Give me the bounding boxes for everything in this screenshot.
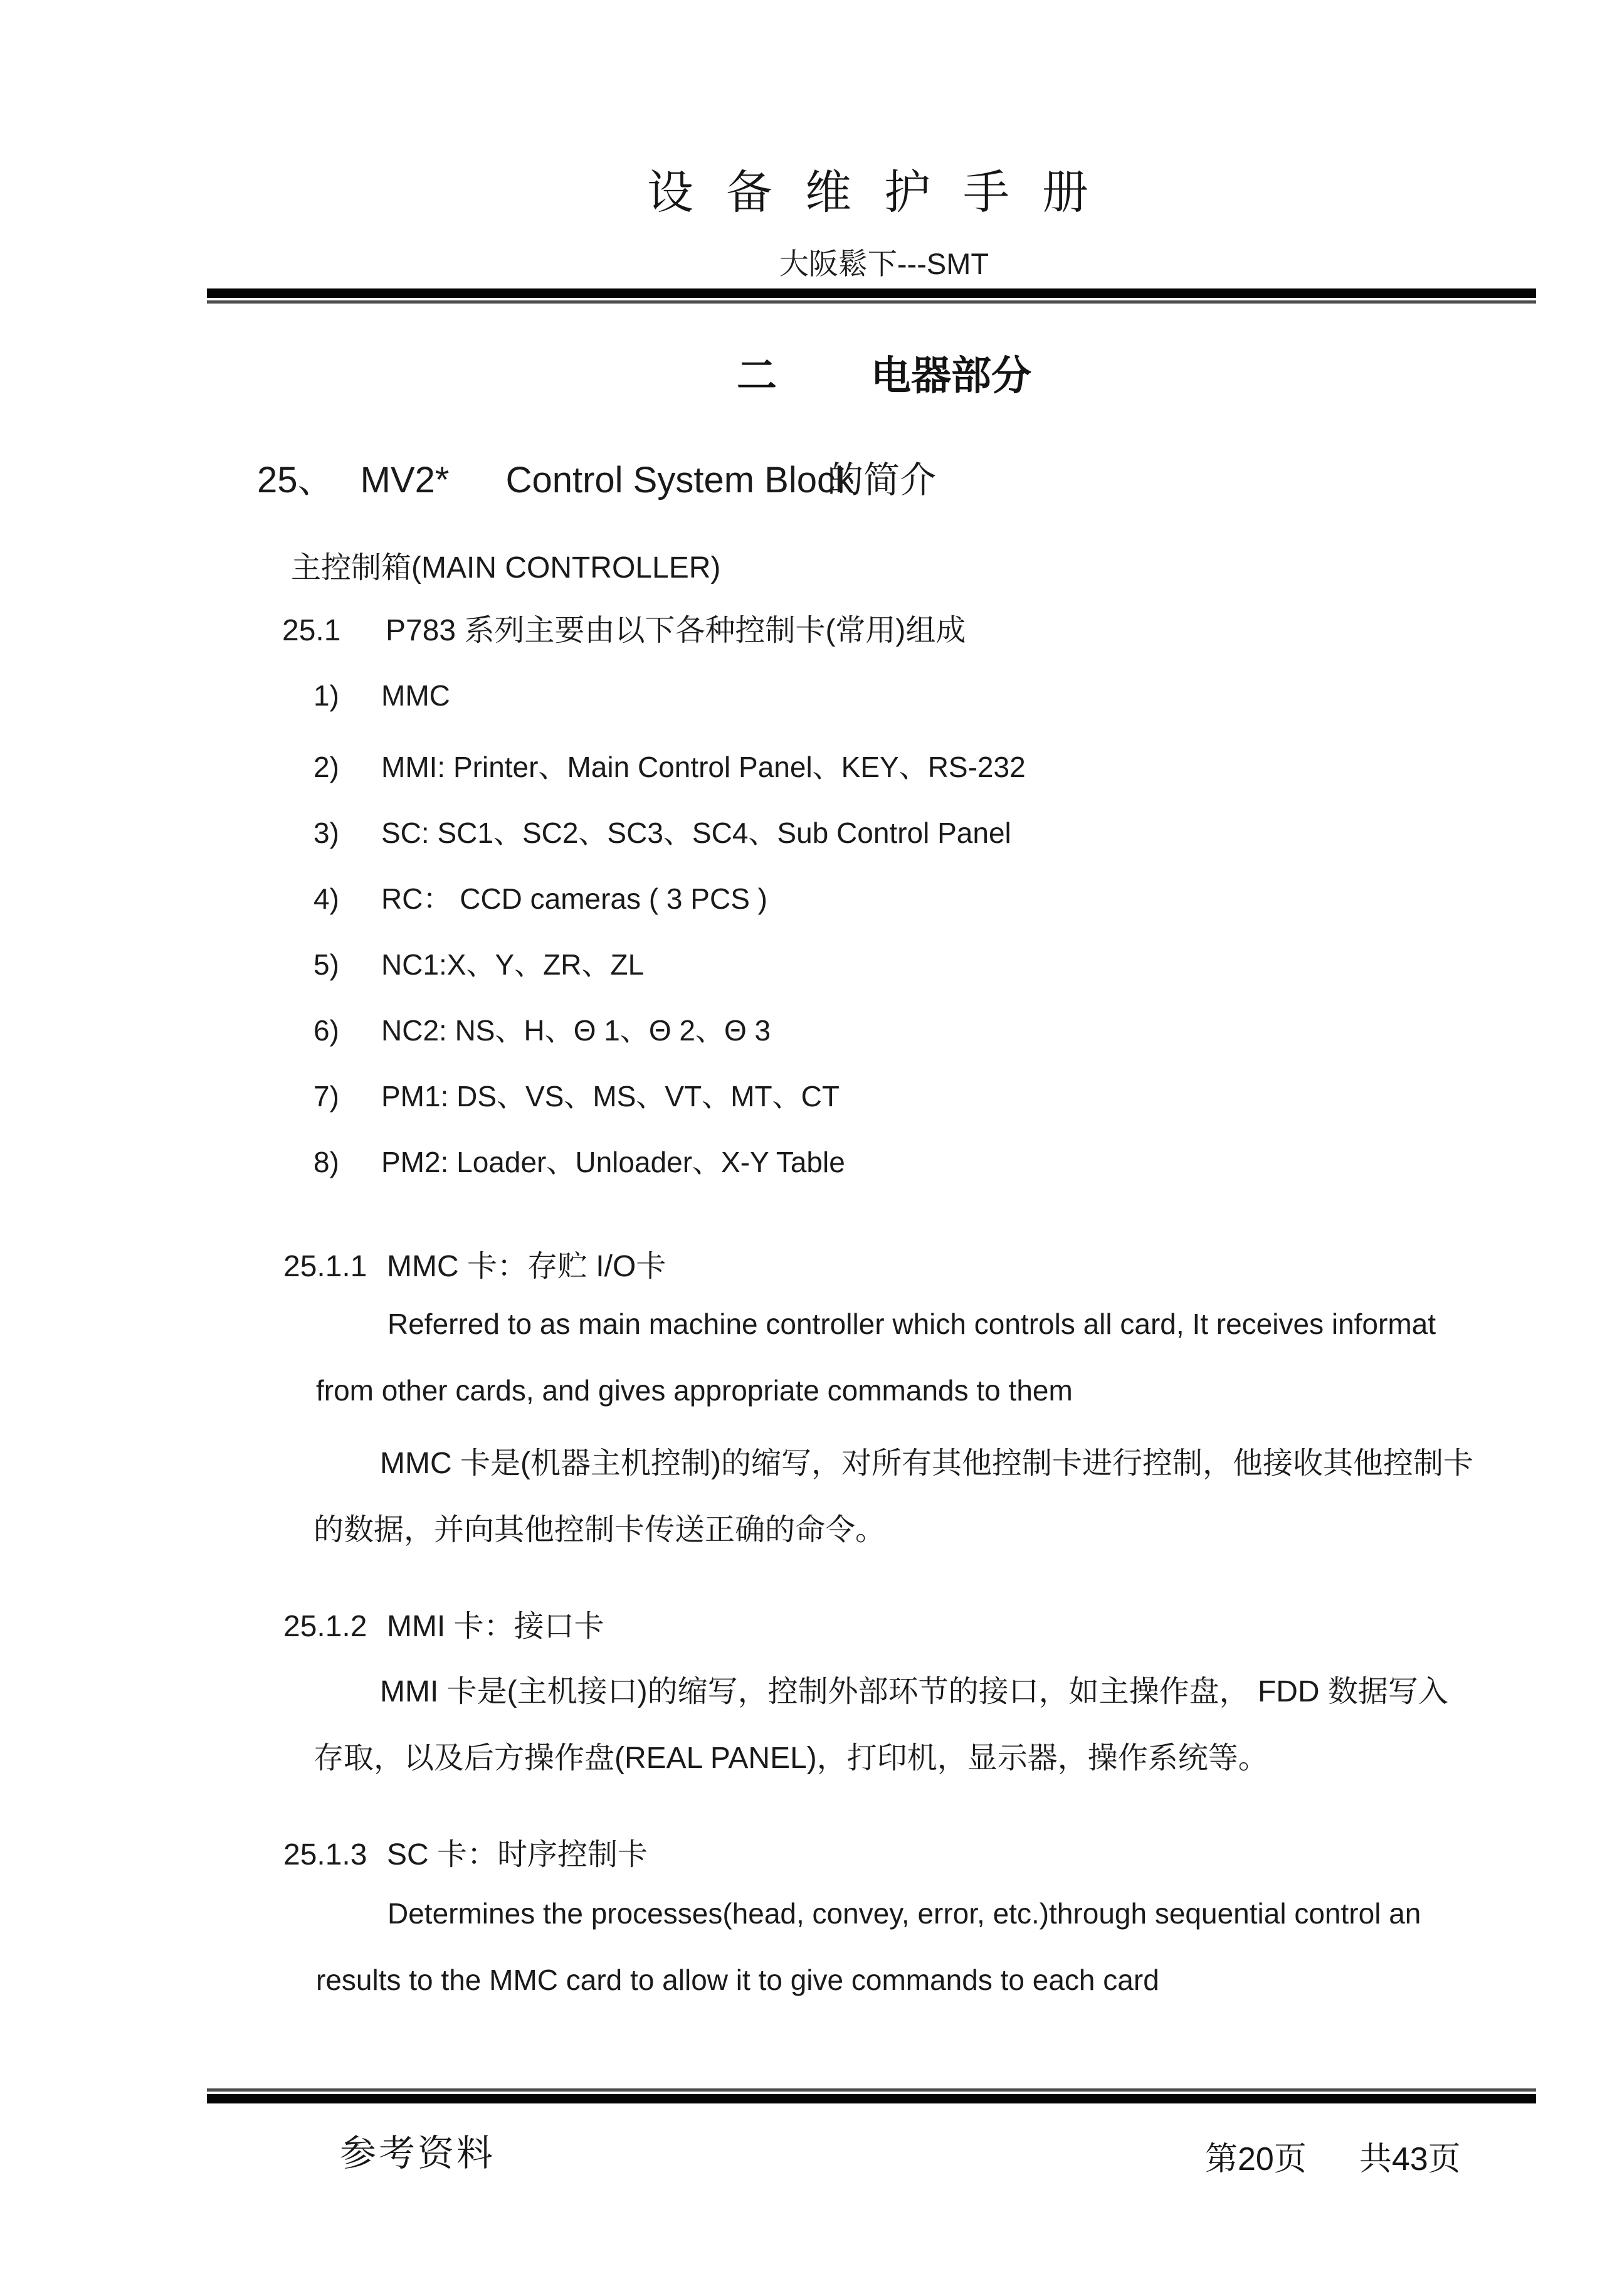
list-item [313, 876, 767, 918]
chapter-heading [257, 450, 936, 503]
list-item [313, 744, 1026, 786]
list-item-text: PM1: DS、VS、MS、VT、MT、CT [381, 1080, 840, 1113]
section-title: MMI 卡：接口卡 [387, 1610, 604, 1643]
section-number: 25.1.1 [283, 1250, 367, 1283]
list-item-text: NC1:X、Y、ZR、ZL [381, 948, 645, 981]
paragraph-line: 存取，以及后方操作盘(REAL PANEL)，打印机，显示器，操作系统等。 [313, 1742, 1268, 1775]
list-item-number: 7) [313, 1080, 339, 1113]
paragraph-line: results to the MMC card to allow it to give commands to each card [316, 1964, 1159, 1996]
header-rule [207, 288, 1536, 304]
header-rule-thin-line [207, 300, 1536, 304]
page-total: 共43页 [1359, 2141, 1461, 2177]
paragraph-line: from other cards, and gives appropriate commands to them [316, 1374, 1073, 1407]
section-heading-25-1-3 [283, 1830, 648, 1873]
list-item [313, 1074, 840, 1115]
doc-title: 设备维护手册 [647, 166, 1121, 218]
list-item [313, 810, 1011, 852]
list-item-text: PM2: Loader、Unloader、X-Y Table [381, 1146, 845, 1178]
section-number: 25.1.3 [283, 1838, 367, 1871]
list-item-text: RC： CCD cameras ( 3 PCS ) [381, 882, 767, 915]
section-number: 25.1.2 [283, 1610, 367, 1643]
chapter-title-en: Control System Block [505, 460, 853, 500]
part-number: 二 [737, 353, 777, 398]
page-indicator [1205, 2132, 1461, 2179]
part-heading [207, 344, 1561, 401]
list-item [313, 1140, 845, 1181]
list-item [313, 679, 450, 712]
header-rule-thick-line [207, 288, 1536, 298]
footer-rule [207, 2088, 1536, 2103]
list-item [313, 942, 644, 983]
list-item-number: 4) [313, 882, 339, 915]
chapter-number: 25、 [257, 460, 334, 500]
main-controller-line: 主控制箱(MAIN CONTROLLER) [291, 551, 721, 585]
section-title: MMC 卡：存贮 I/O卡 [387, 1250, 666, 1283]
paragraph-line: 的数据，并向其他控制卡传送正确的命令。 [313, 1513, 886, 1547]
subsection-number: 25.1 [282, 614, 341, 647]
paragraph-line: Referred to as main machine controller which controls all card, It receives informat [387, 1308, 1436, 1340]
doc-subtitle: 大阪鬆下---SMT [779, 247, 989, 280]
list-item-text: NC2: NS、H、Θ 1、Θ 2、Θ 3 [381, 1014, 771, 1047]
list-item-text: MMI: Printer、Main Control Panel、KEY、RS-232 [381, 751, 1026, 783]
list-item-number: 3) [313, 817, 339, 849]
paragraph-line: MMI 卡是(主机接口)的缩写，控制外部环节的接口，如主操作盘， FDD 数据写入 [380, 1675, 1448, 1708]
chapter-title-cn: 的简介 [827, 460, 937, 500]
paragraph-line: Determines the processes(head, convey, error, etc.)through sequential control an [387, 1897, 1421, 1930]
footer-rule-thick-line [207, 2094, 1536, 2103]
list-item-number: 1) [313, 679, 339, 712]
section-heading-25-1-1 [283, 1242, 666, 1285]
list-item-number: 5) [313, 948, 339, 981]
list-item-text: MMC [381, 679, 450, 712]
subsection-25-1 [282, 606, 966, 649]
section-title: SC 卡：时序控制卡 [387, 1838, 648, 1871]
list-item-number: 6) [313, 1014, 339, 1047]
list-item [313, 1008, 771, 1049]
footer-reference-label: 参考资料 [340, 2133, 496, 2174]
part-label: 电器部分 [871, 353, 1031, 398]
list-item-text: SC: SC1、SC2、SC3、SC4、Sub Control Panel [381, 817, 1011, 849]
list-item-number: 2) [313, 751, 339, 783]
list-item-number: 8) [313, 1146, 339, 1178]
subsection-text: P783 系列主要由以下各种控制卡(常用)组成 [386, 614, 966, 647]
paragraph-line: MMC 卡是(机器主机控制)的缩写，对所有其他控制卡进行控制，他接收其他控制卡 [380, 1447, 1473, 1480]
chapter-model: MV2* [360, 460, 450, 500]
page-current: 第20页 [1205, 2141, 1307, 2177]
section-heading-25-1-2 [283, 1602, 604, 1645]
